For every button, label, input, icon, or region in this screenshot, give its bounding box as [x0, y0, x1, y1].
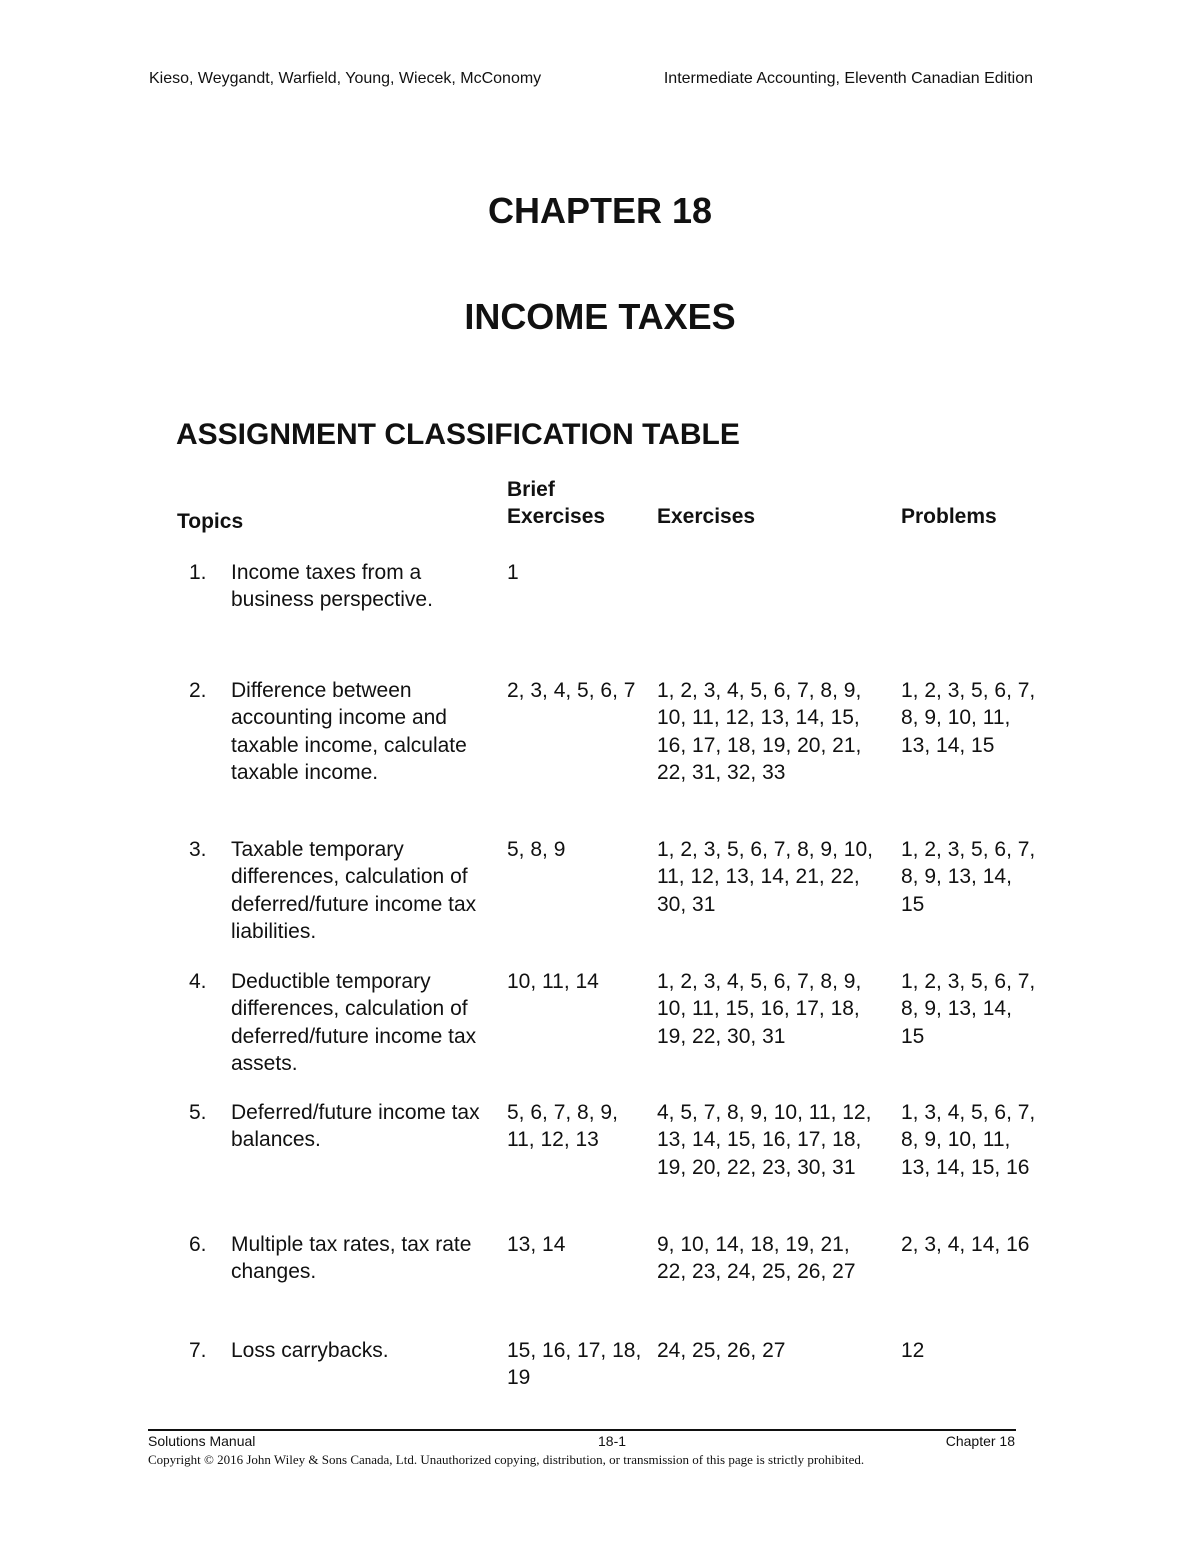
- row-problems: 2, 3, 4, 14, 16: [901, 1233, 1030, 1256]
- footer-chapter-label: Chapter 18: [945, 1433, 1015, 1449]
- row-exercises: 4, 5, 7, 8, 9, 10, 11, 12, 13, 14, 15, 16, 17, 18, 19, 20, 22, 23, 30, 31: [657, 1101, 872, 1179]
- row-topic: Income taxes from a business perspective.: [231, 561, 433, 612]
- column-header-brief-line2: Exercises: [507, 505, 606, 528]
- row-exercises: 1, 2, 3, 4, 5, 6, 7, 8, 9, 10, 11, 12, 13, 14, 15, 16, 17, 18, 19, 20, 21, 22, 31, 32, 33: [657, 679, 862, 784]
- row-exercises: 1, 2, 3, 5, 6, 7, 8, 9, 10, 11, 12, 13, 14, 21, 22, 30, 31: [657, 838, 873, 916]
- column-header-problems: Problems: [901, 505, 997, 528]
- chapter-title: INCOME TAXES: [464, 296, 736, 337]
- footer-page-number: 18-1: [598, 1433, 627, 1449]
- row-exercises: 1, 2, 3, 4, 5, 6, 7, 8, 9, 10, 11, 15, 16, 17, 18, 19, 22, 30, 31: [657, 970, 862, 1048]
- column-header-brief-line1: Brief: [507, 478, 555, 501]
- row-brief-exercises: 13, 14: [507, 1233, 566, 1256]
- header-authors: Kieso, Weygandt, Warfield, Young, Wiecek, McConomy: [149, 70, 542, 87]
- row-exercises: 24, 25, 26, 27: [657, 1339, 786, 1362]
- row-topic: Taxable temporary differences, calculation of deferred/future income tax liabilities.: [231, 838, 477, 943]
- row-brief-exercises: 5, 8, 9: [507, 838, 566, 861]
- row-problems: 1, 3, 4, 5, 6, 7, 8, 9, 10, 11, 13, 14, 15, 16: [901, 1101, 1036, 1179]
- row-exercises: 9, 10, 14, 18, 19, 21, 22, 23, 24, 25, 26, 27: [657, 1233, 856, 1284]
- row-topic: Difference between accounting income and taxable income, calculate taxable income.: [231, 679, 467, 784]
- row-topic: Loss carrybacks.: [231, 1339, 389, 1362]
- row-brief-exercises: 10, 11, 14: [507, 970, 599, 993]
- footer-divider: [148, 1429, 1016, 1431]
- row-number: 4.: [189, 970, 207, 993]
- row-topic: Deductible temporary differences, calculation of deferred/future income tax assets.: [231, 970, 477, 1075]
- row-topic: Multiple tax rates, tax rate changes.: [231, 1233, 472, 1284]
- row-problems: 1, 2, 3, 5, 6, 7, 8, 9, 13, 14, 15: [901, 970, 1036, 1048]
- row-number: 6.: [189, 1233, 207, 1256]
- row-topic: Deferred/future income tax balances.: [231, 1101, 480, 1152]
- column-header-topics: Topics: [177, 510, 244, 533]
- footer-copyright: Copyright © 2016 John Wiley & Sons Canada, Ltd. Unauthorized copying, distribution, or transmission of this page is strictly prohibited.: [148, 1452, 865, 1467]
- row-number: 1.: [189, 561, 207, 584]
- row-number: 7.: [189, 1339, 207, 1362]
- chapter-number: CHAPTER 18: [487, 190, 713, 231]
- row-brief-exercises: 1: [507, 561, 519, 584]
- row-problems: 12: [901, 1339, 925, 1362]
- footer-manual-label: Solutions Manual: [148, 1433, 256, 1449]
- section-heading: ASSIGNMENT CLASSIFICATION TABLE: [176, 418, 740, 451]
- column-header-exercises: Exercises: [657, 505, 756, 528]
- row-problems: 1, 2, 3, 5, 6, 7, 8, 9, 10, 11, 13, 14, 15: [901, 679, 1036, 757]
- row-number: 2.: [189, 679, 207, 702]
- column-header-brief-exercises: [507, 476, 605, 530]
- row-number: 3.: [189, 838, 207, 861]
- row-number: 5.: [189, 1101, 207, 1124]
- row-problems: 1, 2, 3, 5, 6, 7, 8, 9, 13, 14, 15: [901, 838, 1036, 916]
- header-book-title: Intermediate Accounting, Eleventh Canadian Edition: [663, 70, 1033, 87]
- row-brief-exercises: 2, 3, 4, 5, 6, 7: [507, 679, 636, 702]
- row-brief-exercises: 5, 6, 7, 8, 9, 11, 12, 13: [507, 1101, 618, 1152]
- row-brief-exercises: 15, 16, 17, 18, 19: [507, 1339, 642, 1390]
